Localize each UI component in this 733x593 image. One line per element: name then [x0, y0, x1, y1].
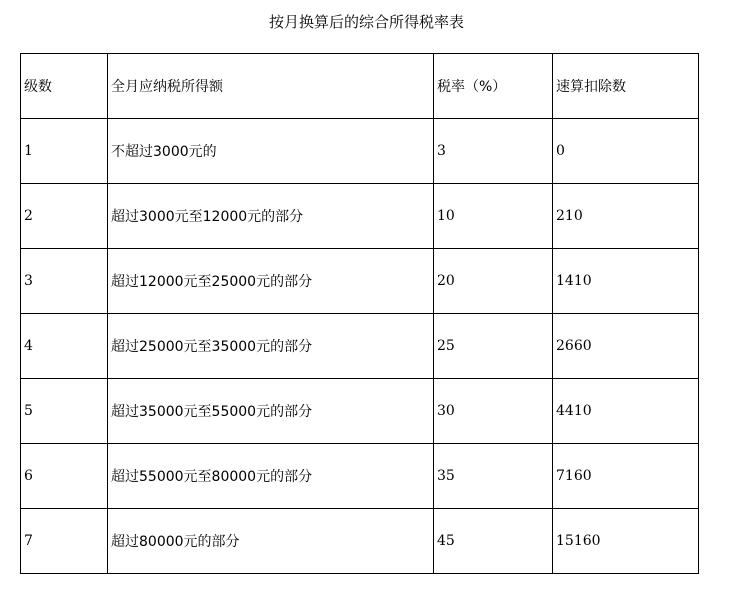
cell-taxable-income: 不超过3000元的 [108, 119, 434, 184]
cell-taxable-income: 超过35000元至55000元的部分 [108, 379, 434, 444]
table-row [21, 509, 699, 574]
cell-taxable-income: 超过80000元的部分 [108, 509, 434, 574]
cell-level: 3 [21, 249, 108, 314]
cell-quick-deduction: 2660 [553, 314, 699, 379]
cell-quick-deduction: 210 [553, 184, 699, 249]
cell-quick-deduction: 1410 [553, 249, 699, 314]
cell-tax-rate: 25 [434, 314, 553, 379]
table-row [21, 379, 699, 444]
cell-taxable-income: 超过12000元至25000元的部分 [108, 249, 434, 314]
cell-level: 2 [21, 184, 108, 249]
cell-taxable-income: 超过3000元至12000元的部分 [108, 184, 434, 249]
cell-tax-rate: 3 [434, 119, 553, 184]
cell-taxable-income: 超过55000元至80000元的部分 [108, 444, 434, 509]
cell-quick-deduction: 15160 [553, 509, 699, 574]
page-title: 按月换算后的综合所得税率表 [268, 13, 464, 31]
cell-tax-rate: 30 [434, 379, 553, 444]
cell-level: 5 [21, 379, 108, 444]
cell-quick-deduction: 0 [553, 119, 699, 184]
table-header-row [21, 54, 699, 119]
tax-rate-table [20, 53, 699, 574]
table-row [21, 444, 699, 509]
header-taxable-income: 全月应纳税所得额 [108, 54, 434, 119]
table-row [21, 184, 699, 249]
cell-level: 6 [21, 444, 108, 509]
cell-quick-deduction: 4410 [553, 379, 699, 444]
cell-tax-rate: 35 [434, 444, 553, 509]
table-row [21, 249, 699, 314]
cell-level: 7 [21, 509, 108, 574]
cell-quick-deduction: 7160 [553, 444, 699, 509]
cell-level: 4 [21, 314, 108, 379]
cell-level: 1 [21, 119, 108, 184]
header-tax-rate: 税率（%） [434, 54, 553, 119]
cell-tax-rate: 45 [434, 509, 553, 574]
cell-taxable-income: 超过25000元至35000元的部分 [108, 314, 434, 379]
cell-tax-rate: 10 [434, 184, 553, 249]
table-row [21, 119, 699, 184]
table-row [21, 314, 699, 379]
cell-tax-rate: 20 [434, 249, 553, 314]
header-quick-deduction: 速算扣除数 [553, 54, 699, 119]
header-level: 级数 [21, 54, 108, 119]
